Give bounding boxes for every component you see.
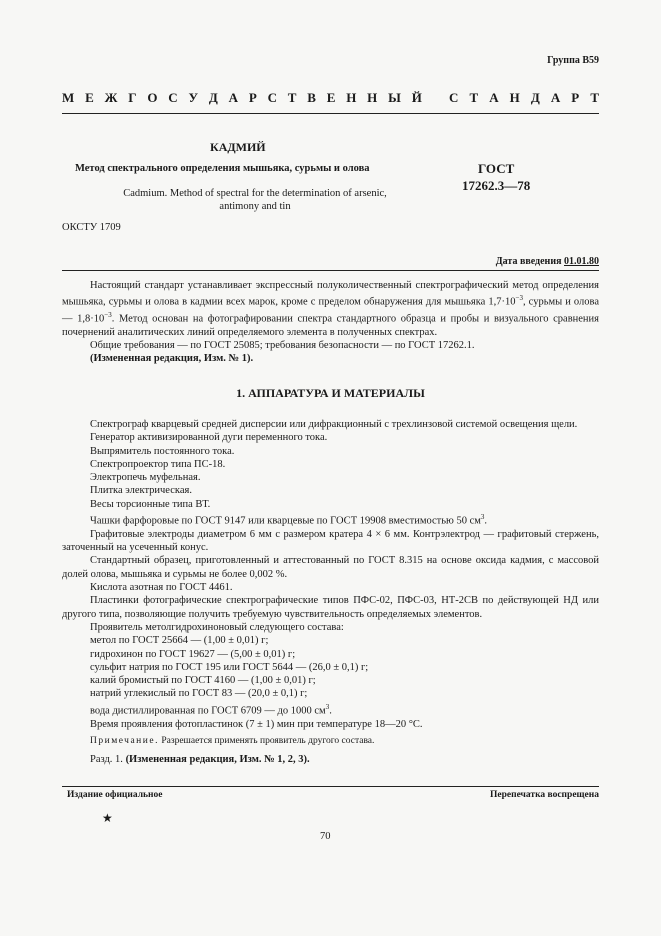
banner-letter: Е — [326, 90, 336, 105]
banner-letter: Р — [248, 90, 257, 105]
revision-note-1: (Измененная редакция, Изм. № 1). — [90, 353, 254, 365]
developer-component: гидрохинон по ГОСТ 19627 — (5,00 ± 0,01) г; — [90, 648, 296, 660]
developer-component: метол по ГОСТ 25664 — (1,00 ± 0,01) г; — [90, 635, 269, 647]
gost-number — [462, 160, 530, 194]
note: Примечание. Разрешается применять проявитель другого состава. — [90, 735, 375, 746]
reprint-prohibited: Перепечатка воспрещена — [489, 790, 599, 800]
intro-rule — [62, 270, 599, 271]
banner-letter: У — [188, 90, 199, 105]
gost-label: ГОСТ — [477, 161, 515, 176]
banner-letter: Н — [346, 90, 357, 105]
document-title: КАДМИЙ — [210, 140, 266, 154]
banner-letter: Т — [287, 90, 297, 105]
banner-letter: Т — [590, 90, 599, 105]
intro-text — [62, 279, 599, 366]
equipment-item: Выпрямитель постоянного тока. — [90, 445, 235, 457]
intro-date-value: 01.01.80 — [564, 256, 599, 267]
banner-letter: Д — [530, 90, 540, 105]
standard-banner — [62, 90, 599, 110]
banner-letter: Т — [469, 90, 479, 105]
developer-component: сульфит натрия по ГОСТ 195 или ГОСТ 5644 — (26,0 ± 0,1) г; — [90, 661, 369, 673]
equipment-item: Чашки фарфоровые по ГОСТ 9147 или кварцевые по ГОСТ 19908 вместимостью 50 $см^3$. — [90, 513, 488, 527]
banner-letter: М — [62, 90, 75, 105]
material-item: Пластинки фотографические спектрографические типов ПФС-02, ПФС-03, НТ-2СВ по действующей НД или другого типа, позволяющие получить требуемую чувствительность определяемых элементов. — [62, 595, 599, 620]
section-heading: 1. АППАРАТУРА И МАТЕРИАЛЫ — [236, 386, 425, 400]
banner-word-mezhgos — [62, 90, 422, 110]
banner-letter: Д — [208, 90, 218, 105]
revision-note-2: Разд. 1. (Измененная редакция, Изм. № 1, 2, 3). — [90, 754, 310, 766]
banner-letter: Й — [411, 90, 422, 105]
header-rule — [62, 113, 599, 114]
banner-letter: С — [168, 90, 178, 105]
footer-rule — [62, 786, 599, 787]
equipment-item: Плитка электрическая. — [90, 485, 192, 497]
banner-letter: С — [449, 90, 459, 105]
developer-component: натрий углекислый по ГОСТ 83 — (20,0 ± 0,1) г; — [90, 688, 308, 700]
method-title-en-line1: Cadmium. Method of spectral for the determination of arsenic, — [123, 188, 387, 199]
group-code: Группа В59 — [547, 55, 599, 66]
banner-letter: Ж — [104, 90, 118, 105]
banner-letter: Е — [85, 90, 94, 105]
page-number: 70 — [320, 831, 331, 842]
material-item: Графитовые электроды диаметром 6 мм с размером кратера 4 × 6 мм. Контрэлектрод — графитовый стержень, заточенный на усеченный конус. — [62, 528, 599, 554]
material-item: Проявитель метолгидрохиноновый следующего состава: — [90, 621, 344, 633]
banner-letter: А — [228, 90, 238, 105]
banner-letter: С — [267, 90, 277, 105]
developer-component: калий бромистый по ГОСТ 4160 — (1,00 ± 0,01) г; — [90, 675, 316, 687]
banner-letter: А — [489, 90, 499, 105]
banner-letter: О — [147, 90, 158, 105]
method-title-ru: Метод спектрального определения мышьяка, сурьмы и олова — [75, 163, 370, 174]
material-item: Кислота азотная по ГОСТ 4461. — [90, 582, 233, 594]
gost-code: 17262.3—78 — [462, 178, 531, 193]
intro-date-label: Дата введения — [495, 256, 562, 267]
equipment-item: Электропечь муфельная. — [90, 472, 201, 484]
material-item: Стандартный образец, приготовленный и аттестованный по ГОСТ 8.315 на основе оксида кадмия, с массовой долей олова, мышьяка и сурьмы не более 0,002 %. — [62, 555, 599, 580]
banner-letter: Ы — [388, 90, 401, 105]
development-time: Время проявления фотопластинок (7 ± 1) мин при температуре 18—20 °С. — [90, 718, 423, 730]
banner-letter: Н — [509, 90, 520, 105]
official-edition: Издание официальное — [67, 790, 163, 800]
method-title-en-line2: antimony and tin — [219, 201, 291, 212]
intro-paragraph: Настоящий стандарт устанавливает экспрессный полуколичественный спектрографический метод определения мышьяка, сурьмы и олова в кадмии всех марок, кроме с пределом обнаружения для мышьяка $1,7\cdot 10^{-3}$, сурьмы и олова — $1,8\cdot 10^{-3}$. Метод основан на фотографировании спектра стандартного образца и пробы и визуального сравнения почернений аналитических линий определяемого элемента в полученных спектрах. — [62, 280, 599, 338]
intro-date — [496, 256, 599, 267]
banner-letter: Р — [571, 90, 580, 105]
banner-letter: В — [307, 90, 316, 105]
banner-letter: А — [550, 90, 561, 105]
equipment-item: Весы торсионные типа ВТ. — [90, 498, 211, 510]
equipment-item: Генератор активизированной дуги переменного тока. — [90, 432, 328, 444]
method-title-en — [95, 187, 415, 213]
star-icon: ★ — [102, 811, 113, 825]
okstu-code: ОКСТУ 1709 — [62, 222, 121, 233]
equipment-item: Спектрограф кварцевый средней дисперсии или дифракционный с трехлинзовой системой освещения щели. — [90, 419, 578, 430]
general-requirements: Общие требования — по ГОСТ 25085; требования безопасности — по ГОСТ 17262.1. — [90, 340, 475, 352]
equipment-item: Спектропроектор типа ПС-18. — [90, 458, 226, 470]
developer-component: вода дистиллированная по ГОСТ 6709 — до 1000 $см^3$. — [90, 702, 332, 717]
banner-word-standart — [449, 90, 599, 110]
banner-letter: Г — [128, 90, 137, 105]
section-body — [62, 418, 599, 766]
banner-letter: Н — [367, 90, 378, 105]
